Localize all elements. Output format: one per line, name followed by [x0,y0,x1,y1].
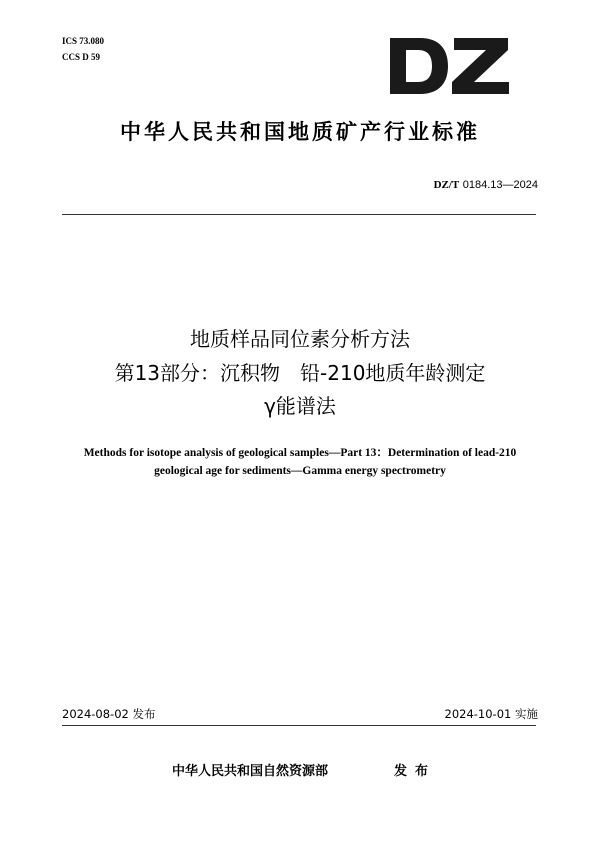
ccs-code: CCS D 59 [62,52,101,62]
header-divider [62,214,536,215]
dz-logo-letter-z [452,38,509,94]
title-cn-line1: 地质样品同位素分析方法 [190,327,410,351]
standard-number [434,178,538,192]
dz-logo [388,36,512,96]
implementation-date: 2024-10-01 实施 [444,707,538,721]
dz-logo-letter-d [390,38,448,94]
title-cn-line3: γ能谱法 [264,394,336,418]
standard-code: 0184.13—2024 [462,179,538,191]
standard-prefix: DZ/T [433,179,460,191]
issue-date: 2024-08-02 发布 [62,707,156,721]
title-cn-line2: 第13部分：沉积物 铅-210地质年龄测定 [114,361,486,385]
title-en: Methods for isotope analysis of geological samples—Part 13：Determination of lead-210 geological age for sediments—Gamma energy spectrometry [83,447,517,477]
issuer-name: 中华人民共和国自然资源部 [172,764,329,779]
issuer-verb: 发布 [394,764,437,779]
footer-divider [62,725,536,726]
organization-title: 中华人民共和国地质矿产行业标准 [120,120,480,144]
ics-code: ICS 73.080 [62,36,105,46]
